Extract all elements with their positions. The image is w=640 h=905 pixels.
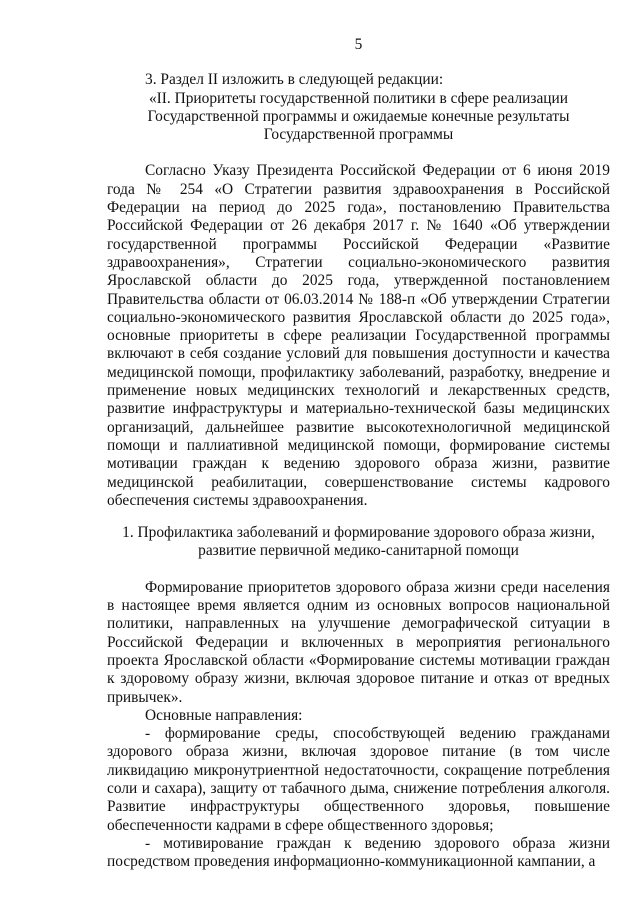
body-paragraph: - мотивирование граждан к ведению здорового образа жизни посредством проведения информационно-коммуникационной кампании, а [107, 834, 610, 871]
intro-paragraph: Согласно Указу Президента Российской Федерации от 6 июня 2019 года № 254 «О Стратегии развития здравоохранения в Российской Федерации на период до 2025 года», постановлению Правительства Российской Федерации от 26 декабря 2017 г. № 1640 «Об утверждении государственной программы Российской Федерации «Развитие здравоохранения», Стратегии социально-экономического развития Ярославской области до 2025 года, утвержденной постановлением Правительства области от 06.03.2014 № 188-п «Об утверждении Стратегии социально-экономического развития Ярославской области до 2025 года», основные приоритеты в сфере реализации Государственной программы включают в себя создание условий для повышения доступности и качества медицинской помощи, профилактику заболеваний, разработку, внедрение и применение новых медицинских технологий и лекарственных средств, развитие инфраструктуры и материально-технической базы медицинских организаций, дальнейшее развитие высокотехнологичной медицинской помощи и паллиативной медицинской помощи, формирование системы мотивации граждан к ведению здорового образа жизни, развитие медицинской реабилитации, совершенствование системы кадрового обеспечения системы здравоохранения. [107, 162, 610, 509]
body-paragraph: Основные направления: [145, 706, 303, 724]
section-title-line: Государственной программы и ожидаемые конечные результаты [147, 107, 570, 125]
section-title-line: «II. Приоритеты государственной политики в сфере реализации [148, 89, 569, 107]
section-title-line: Государственной программы [263, 126, 454, 144]
subsection-title [107, 524, 610, 561]
subsection-title-line: 1. Профилактика заболеваний и формирование здорового образа жизни, [122, 524, 595, 542]
page-content [107, 36, 610, 871]
section-title [107, 90, 610, 145]
body-paragraph: - формирование среды, способствующей ведению гражданами здорового образа жизни, включая здоровое питание (в том числе ликвидацию микронутриентной недостаточности, сокращение потребления соли и сахара), защиту от табачного дыма, снижение потребления алкоголя. Развитие инфраструктуры общественного здоровья, повышение обеспеченности кадрами в сфере общественного здоровья; [107, 725, 610, 834]
page-number: 5 [354, 36, 363, 53]
body-paragraph: Формирование приоритетов здорового образа жизни среди населения в настоящее время является одним из основных вопросов национальной политики, направленных на улучшение демографической ситуации в Российской Федерации и включенных в мероприятия регионального проекта Ярославской области «Формирование системы мотивации граждан к здоровому образу жизни, включая здоровое питание и отказ от вредных привычек». [107, 578, 610, 706]
amendment-instruction: 3. Раздел II изложить в следующей редакции: [145, 71, 444, 89]
subsection-title-line: развитие первичной медико-санитарной помощи [198, 542, 519, 560]
